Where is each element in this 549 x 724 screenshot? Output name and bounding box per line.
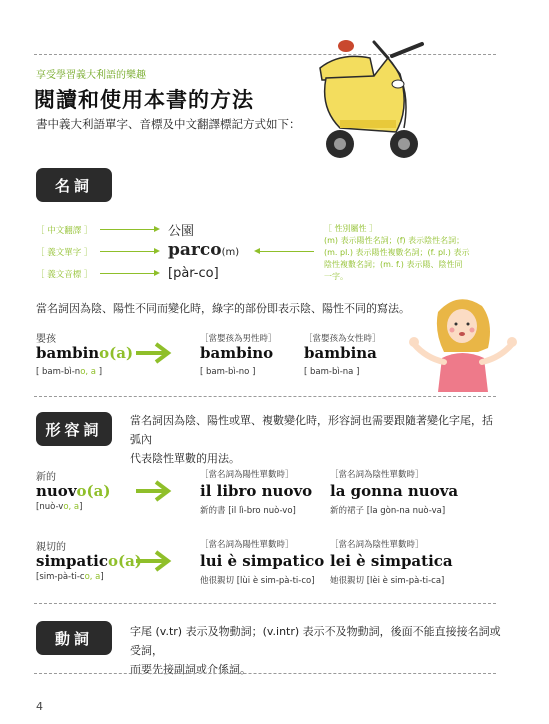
page-subtitle: 書中義大利語單字、音標及中文翻譯標記方式如下：	[36, 117, 301, 131]
big-arrow-icon	[134, 342, 172, 364]
example-meaning: 嬰孩	[36, 334, 56, 345]
arrow-line	[260, 251, 314, 252]
form-label: ［當名詞為陽性單數時］	[200, 540, 294, 550]
form-phonetic: [ bam-bì-na ]	[304, 367, 360, 377]
form-label: ［當名詞為陽性單數時］	[200, 470, 294, 480]
kicker: 享受學習義大利語的樂趣	[36, 70, 146, 81]
form-word: bambina	[304, 344, 377, 362]
arrow-line	[100, 273, 154, 274]
bottom-divider	[34, 673, 496, 674]
girl-illustration	[408, 292, 518, 392]
big-arrow-icon	[134, 480, 172, 502]
page-number: 4	[36, 700, 43, 713]
arrow-line	[100, 251, 154, 252]
gender-note: ［ 性別屬性 ］ (m) 表示陽性名詞；(f) 表示陰性名詞； (m. pl.) 表示陽性複數名詞；(f. pl.) 表示 陰性複數名詞；(m. f.) 表示陽、陰性同 一字。	[324, 224, 470, 281]
label-chinese: ［ 中文翻譯 ］	[36, 226, 93, 236]
form-translation: 新的書 [il lì-bro nuò-vo]	[200, 506, 296, 516]
label-phonetic: ［ 義文音標 ］	[36, 270, 93, 280]
noun-phonetic: [pàr-co]	[168, 266, 219, 281]
adjective-desc: 當名詞因為陰、陽性或單、複數變化時，形容詞也需要跟隨著變化字尾，括弧內 代表陰性單數的用法。	[130, 414, 493, 465]
form-translation: 他很親切 [lùi è sim-pà-ti-co]	[200, 576, 315, 586]
form-phrase: lei è simpatica	[330, 552, 453, 570]
noun-word-row	[168, 240, 239, 260]
noun-note: 當名詞因為陰、陽性不同而變化時，綠字的部份即表示陰、陽性不同的寫法。	[36, 302, 410, 315]
form-label: ［當名詞為陰性單數時］	[330, 470, 424, 480]
arrow-line	[100, 229, 154, 230]
verb-tag: 動詞	[36, 621, 112, 655]
example-meaning: 親切的	[36, 542, 66, 553]
form-label: ［當嬰孩為男性時］	[200, 334, 277, 344]
arrow-head-icon	[154, 270, 160, 276]
form-label: ［當嬰孩為女性時］	[304, 334, 381, 344]
page-title: 閱讀和使用本書的方法	[34, 88, 254, 112]
example-meaning: 新的	[36, 472, 56, 483]
noun-tag: 名詞	[36, 168, 112, 202]
noun-chinese: 公園	[168, 224, 195, 239]
example-word: simpatico(a)	[36, 552, 142, 570]
example-phonetic: [sim-pà-ti-co, a]	[36, 572, 104, 582]
arrow-head-icon	[154, 226, 160, 232]
section-divider	[34, 603, 496, 604]
big-arrow-icon	[134, 550, 172, 572]
noun-word: parco	[168, 240, 222, 260]
form-phonetic: [ bam-bì-no ]	[200, 367, 256, 377]
form-phrase: la gonna nuova	[330, 482, 459, 500]
label-italian-word: ［ 義文單字 ］	[36, 248, 93, 258]
form-translation: 新的裙子 [la gòn-na nuò-va]	[330, 506, 446, 516]
form-phrase: il libro nuovo	[200, 482, 313, 500]
form-phrase: lui è simpatico	[200, 552, 325, 570]
form-label: ［當名詞為陰性單數時］	[330, 540, 424, 550]
noun-gender: (m)	[221, 247, 240, 258]
verb-desc: 字尾 (v.tr) 表示及物動詞；(v.intr) 表示不及物動詞，後面不能直接接名詞或受詞， 而要先接副詞或介係詞。	[130, 625, 501, 676]
example-phonetic: [nuò-vo, a]	[36, 502, 83, 512]
arrow-head-icon	[154, 248, 160, 254]
adjective-tag: 形容詞	[36, 412, 112, 446]
form-word: bambino	[200, 344, 274, 362]
form-translation: 她很親切 [lèi è sim-pà-ti-ca]	[330, 576, 445, 586]
example-word: nuovo(a)	[36, 482, 111, 500]
example-word: bambino(a)	[36, 344, 134, 362]
example-phonetic: [ bam-bì-no, a ]	[36, 367, 103, 377]
scooter-illustration	[300, 28, 440, 168]
section-divider	[34, 396, 496, 397]
